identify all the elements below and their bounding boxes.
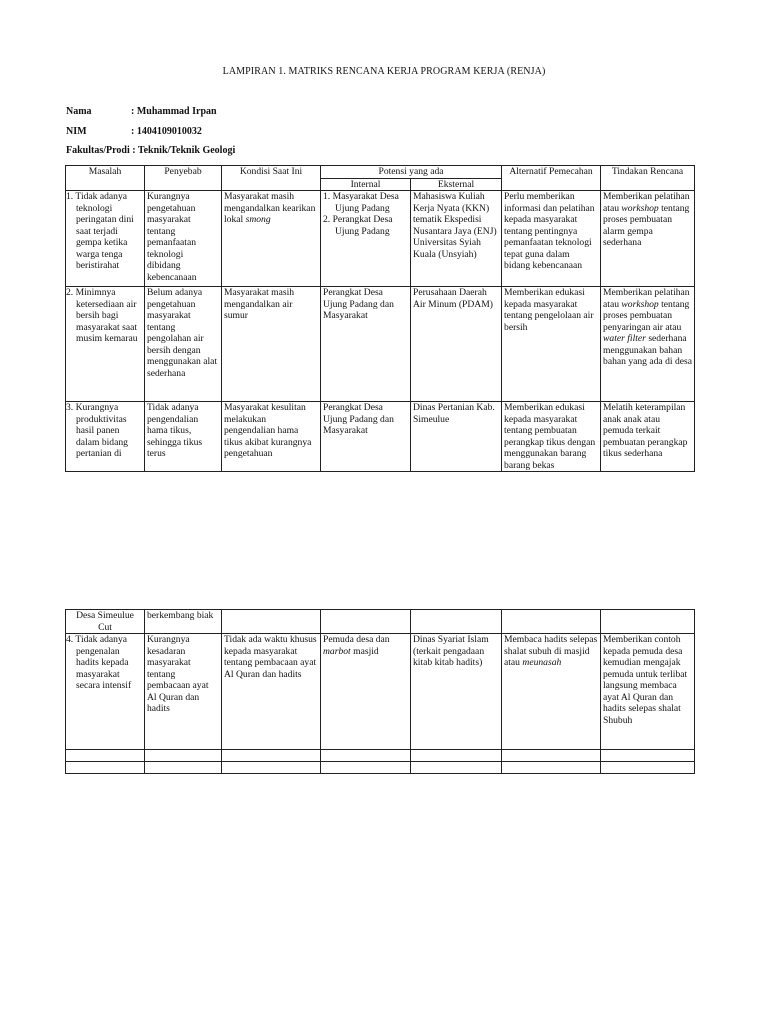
- penyebab-cell: Kurangnya pengetahuan masyarakat tentang pemanfaatan teknologi dibidang kebencanaan: [145, 191, 222, 287]
- tindakan-text-2: tentang proses pembuatan alarm gempa sederhana: [603, 202, 690, 248]
- header-masalah: Masalah: [66, 166, 145, 191]
- alternatif-cell: [502, 634, 601, 750]
- empty-cell: [601, 610, 695, 634]
- alternatif-cell: Perlu memberikan informasi dan pelatihan kepada masyarakat tentang pentingnya pemanfaatan teknologi tepat guna dalam bidang kebencanaan: [502, 191, 601, 287]
- nim-value: : 1404109010032: [131, 126, 202, 137]
- internal-cell: [321, 191, 411, 287]
- header-row: [66, 166, 695, 179]
- penyebab-cell: Belum adanya pengetahuan masyarakat tentang pengolahan air bersih dengan menggunakan alat sederhana: [145, 287, 222, 402]
- tindakan-text: Memberikan pelatihan atau: [603, 287, 690, 310]
- empty-cell: [411, 750, 502, 762]
- table-row-empty: [66, 762, 695, 774]
- masalah-cell: 1. Tidak adanya teknologi peringatan dini saat terjadi gempa ketika warga tenga beristirahat: [66, 191, 145, 287]
- internal-item-2: 2. Perangkat Desa Ujung Padang: [323, 214, 393, 237]
- eksternal-cell: Mahasiswa Kuliah Kerja Nyata (KKN) tematik Ekspedisi Nusantara Jaya (ENJ) Universitas Syiah Kuala (Unsyiah): [411, 191, 502, 287]
- empty-cell: [222, 750, 321, 762]
- kondisi-italic: smong: [245, 214, 271, 225]
- kondisi-cell: Masyarakat kesulitan melakukan pengendalian hama tikus akibat kurangnya pengetahuan: [222, 402, 321, 472]
- header-tindakan: Tindakan Rencana: [601, 166, 695, 191]
- empty-cell: [66, 750, 145, 762]
- tindakan-italic: workshop: [621, 202, 659, 214]
- tindakan-italic-2: water filter: [603, 333, 646, 344]
- penyebab-cell: Tidak adanya pengendalian hama tikus, sehingga tikus terus: [145, 402, 222, 472]
- masalah-cell: 3. Kurangnya produktivitas hasil panen dalam bidang pertanian di: [66, 402, 145, 472]
- empty-cell: [502, 750, 601, 762]
- header-potensi: Potensi yang ada: [321, 166, 502, 179]
- empty-cell: [502, 610, 601, 634]
- header-penyebab: Penyebab: [145, 166, 222, 191]
- internal-text: Pemuda desa dan: [323, 634, 390, 645]
- alternatif-italic: meunasah: [522, 657, 562, 668]
- tindakan-cell: [601, 287, 695, 402]
- eksternal-cell: Dinas Pertanian Kab. Simeulue: [411, 402, 502, 472]
- empty-cell: [601, 762, 695, 774]
- alternatif-cell: Memberikan edukasi kepada masyarakat tentang pengelolaan air bersih: [502, 287, 601, 402]
- nim-line: [66, 126, 202, 137]
- internal-cell: Perangkat Desa Ujung Padang dan Masyarakat: [321, 402, 411, 472]
- empty-cell: [502, 762, 601, 774]
- table-row: [66, 191, 695, 287]
- renja-matrix-table: [65, 165, 695, 472]
- penyebab-cell: Kurangnya kesadaran masyarakat tentang pembacaan ayat Al Quran dan hadits: [145, 634, 222, 750]
- tindakan-cell: Melatih keterampilan anak anak atau pemuda terkait pembuatan perangkap tikus sederhana: [601, 402, 695, 472]
- document-title: LAMPIRAN 1. MATRIKS RENCANA KERJA PROGRAM KERJA (RENJA): [222, 66, 546, 77]
- tindakan-text-3: sederhana menggunakan bahan bahan yang ada di desa: [603, 333, 692, 367]
- masalah-cell: 4. Tidak adanya pengenalan hadits kepada masyarakat secara intensif: [66, 634, 145, 750]
- eksternal-cell: Perusahaan Daerah Air Minum (PDAM): [411, 287, 502, 402]
- table-row-empty: [66, 750, 695, 762]
- tindakan-cell: Memberikan contoh kepada pemuda desa kemudian mengajak pemuda untuk terlibat langsung membaca ayat Al Quran dan hadits selepas shalat Shubuh: [601, 634, 695, 750]
- header-kondisi: Kondisi Saat Ini: [222, 166, 321, 191]
- nama-line: [66, 106, 217, 117]
- table-row-continued: [66, 610, 695, 634]
- nim-label: NIM: [66, 126, 87, 137]
- empty-cell: [601, 750, 695, 762]
- fakultas-line: Fakultas/Prodi : Teknik/Teknik Geologi: [66, 145, 236, 156]
- penyebab-continued-cell: berkembang biak: [145, 610, 222, 634]
- tindakan-cell: [601, 191, 695, 287]
- header-alternatif: Alternatif Pemecahan: [502, 166, 601, 191]
- alternatif-text: Membaca hadits selepas shalat subuh di masjid atau: [504, 634, 598, 668]
- empty-cell: [145, 762, 222, 774]
- internal-cell: Perangkat Desa Ujung Padang dan Masyarakat: [321, 287, 411, 402]
- internal-item-1: 1. Masyarakat Desa Ujung Padang: [323, 191, 399, 214]
- table-row: [66, 634, 695, 750]
- empty-cell: [145, 750, 222, 762]
- tindakan-text: Memberikan pelatihan atau: [603, 191, 690, 214]
- empty-cell: [321, 750, 411, 762]
- empty-cell: [66, 762, 145, 774]
- eksternal-cell: Dinas Syariat Islam (terkait pengadaan kitab kitab hadits): [411, 634, 502, 750]
- renja-matrix-table-continued: [65, 609, 695, 774]
- header-internal: Internal: [321, 178, 411, 191]
- table-row: [66, 287, 695, 402]
- alternatif-cell: Memberikan edukasi kepada masyarakat tentang pembuatan perangkap tikus dengan menggunakan barang barang bekas: [502, 402, 601, 472]
- nama-value: : Muhammad Irpan: [131, 106, 217, 117]
- masalah-cell: 2. Minimnya ketersediaan air bersih bagi masyarakat saat musim kemarau: [66, 287, 145, 402]
- empty-cell: [321, 762, 411, 774]
- tindakan-text-2: tentang proses pembuatan penyaringan air atau: [603, 298, 690, 333]
- empty-cell: [321, 610, 411, 634]
- empty-cell: [222, 610, 321, 634]
- kondisi-cell: Masyarakat masih mengandalkan air sumur: [222, 287, 321, 402]
- internal-text-2: masjid: [350, 645, 379, 657]
- empty-cell: [411, 762, 502, 774]
- tindakan-italic: workshop: [621, 298, 659, 310]
- header-eksternal: Eksternal: [411, 178, 502, 191]
- empty-cell: [411, 610, 502, 634]
- empty-cell: [222, 762, 321, 774]
- kondisi-cell: Tidak ada waktu khusus kepada masyarakat tentang pembacaan ayat Al Quran dan hadits: [222, 634, 321, 750]
- internal-italic: marbot: [323, 645, 351, 657]
- table-row: [66, 402, 695, 472]
- kondisi-cell: [222, 191, 321, 287]
- kondisi-text: Masyarakat masih mengandalkan kearikan lokal: [224, 191, 316, 225]
- nama-label: Nama: [66, 106, 92, 117]
- masalah-continued-cell: Desa Simeulue Cut: [66, 610, 145, 634]
- internal-cell: [321, 634, 411, 750]
